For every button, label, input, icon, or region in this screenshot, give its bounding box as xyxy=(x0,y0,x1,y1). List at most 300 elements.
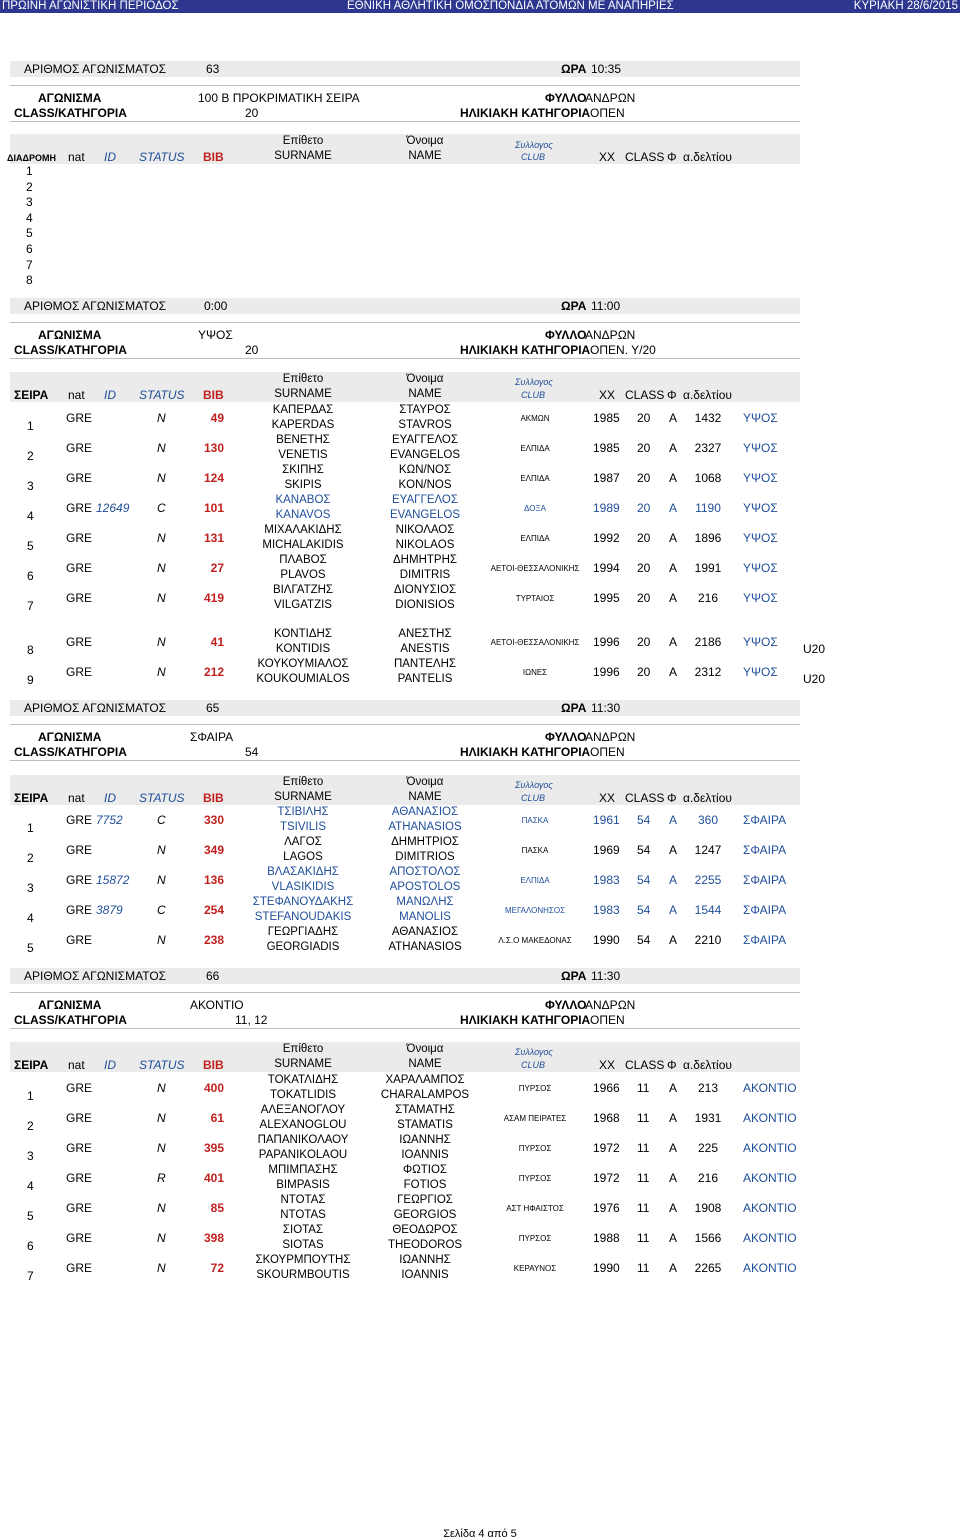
phi-value: A xyxy=(669,591,678,605)
time-value: 10:35 xyxy=(591,62,622,76)
status-code: N xyxy=(157,561,166,575)
id-card-number: 2312 xyxy=(694,665,722,679)
bib-number: 41 xyxy=(210,635,224,649)
col-class: CLASS xyxy=(625,791,665,805)
col-order: ΣΕΙΡΑ xyxy=(14,791,49,805)
surname-latin: VLASIKIDIS xyxy=(271,881,335,893)
col-surname-gr: Επίθετο xyxy=(282,373,324,385)
surname-latin: KONTIDIS xyxy=(275,643,331,655)
surname-greek: ΑΛΕΞΑΝΟΓΛΟΥ xyxy=(260,1104,346,1116)
name-greek: ΑΘΑΝΑΣΙΟΣ xyxy=(391,806,459,818)
name-latin: PANTELIS xyxy=(397,673,453,685)
col-surname: SURNAME xyxy=(274,1058,332,1070)
phi-value: A xyxy=(669,665,678,679)
event-label: ΑΓΩΝΙΣΜΑ xyxy=(38,730,102,744)
club-name: ΤΥΡΤΑΙΟΣ xyxy=(515,594,555,603)
event-name: ΑΚΟΝΤΙΟ xyxy=(743,1231,797,1245)
club-name: ΕΛΠΙΔΑ xyxy=(520,474,550,483)
surname-greek: ΣΚΟΥΡΜΠΟΥΤΗΣ xyxy=(255,1254,351,1266)
lane-number: 4 xyxy=(26,210,33,225)
status-code: N xyxy=(157,1231,166,1245)
event-name: ΣΦΑΙΡΑ xyxy=(743,903,787,917)
id-card-number: 216 xyxy=(697,1171,719,1185)
birth-year: 1976 xyxy=(593,1201,620,1215)
event-name: ΣΦΑΙΡΑ xyxy=(743,843,787,857)
athlete-id: 12649 xyxy=(96,501,130,515)
surname-greek: ΠΛΑΒΟΣ xyxy=(279,554,327,566)
id-card-number: 2186 xyxy=(694,635,722,649)
nat-code: GRE xyxy=(66,1201,93,1215)
order-number: 1 xyxy=(27,821,34,835)
nat-code: GRE xyxy=(66,843,93,857)
name-greek: ΕΥΑΓΓΕΛΟΣ xyxy=(392,494,458,506)
surname-greek: ΜΠΙΜΠΑΣΗΣ xyxy=(268,1164,338,1176)
col-class: CLASS xyxy=(625,388,665,402)
surname-latin: KAPERDAS xyxy=(271,419,335,431)
order-number: 3 xyxy=(27,479,34,493)
club-name: ΜΕΓΑΛΟΝΗΣΟΣ xyxy=(504,906,566,915)
status-code: N xyxy=(157,635,166,649)
col-nat: nat xyxy=(68,791,85,805)
time-label: ΩΡΑ xyxy=(561,969,587,983)
birth-year: 1983 xyxy=(593,903,620,917)
class-value: 11 xyxy=(637,1261,650,1275)
status-code: N xyxy=(157,1111,166,1125)
age-category-label: ΗΛΙΚΙΑΚΗ ΚΑΤΗΓΟΡΙΑ xyxy=(460,106,591,120)
surname-latin: GEORGIADIS xyxy=(266,941,340,953)
phi-value: A xyxy=(669,441,678,455)
order-number: 2 xyxy=(27,851,34,865)
lane-number: 7 xyxy=(26,257,33,272)
divider xyxy=(10,358,800,359)
status-code: N xyxy=(157,531,166,545)
surname-greek: ΚΟΝΤΙΔΗΣ xyxy=(274,628,332,640)
surname-latin: KANAVOS xyxy=(275,509,331,521)
club-name: ΠΥΡΣΟΣ xyxy=(518,1084,552,1093)
col-nat: nat xyxy=(68,388,85,402)
nat-code: GRE xyxy=(66,531,93,545)
nat-code: GRE xyxy=(66,1081,93,1095)
col-surname-gr: Επίθετο xyxy=(282,776,324,788)
class-value: 20 xyxy=(637,501,651,515)
surname-greek: ΝΤΟΤΑΣ xyxy=(280,1194,326,1206)
surname-greek: ΠΑΠΑΝΙΚΟΛΑΟΥ xyxy=(257,1134,349,1146)
gender-label: ΦΥΛΛΟ xyxy=(545,998,587,1012)
bib-number: 401 xyxy=(203,1171,224,1185)
gender-label: ΦΥΛΛΟ xyxy=(545,730,587,744)
order-number: 4 xyxy=(27,1179,34,1193)
col-class: CLASS xyxy=(625,150,665,164)
name-latin: DIMITRIS xyxy=(399,569,451,581)
lane-number: 6 xyxy=(26,242,33,256)
birth-year: 1996 xyxy=(593,635,620,649)
age-category-value: ΟΠΕΝ xyxy=(590,745,625,759)
bib-number: 136 xyxy=(203,873,224,887)
col-surname: SURNAME xyxy=(274,150,332,162)
club-name: ΠΥΡΣΟΣ xyxy=(518,1174,552,1183)
name-greek: ΔΙΟΝΥΣΙΟΣ xyxy=(393,584,457,596)
class-value: 20 xyxy=(637,665,651,679)
bib-number: 419 xyxy=(203,591,224,605)
name-latin: IOANNIS xyxy=(401,1149,449,1161)
bib-number: 400 xyxy=(203,1081,224,1095)
event-name: ΣΦΑΙΡΑ xyxy=(743,933,787,947)
phi-value: A xyxy=(669,471,678,485)
status-code: N xyxy=(157,1141,166,1155)
class-label: CLASS/ΚΑΤΗΓΟΡΙΑ xyxy=(14,745,127,759)
status-code: N xyxy=(157,843,166,857)
status-code: N xyxy=(157,591,166,605)
class-label: CLASS/ΚΑΤΗΓΟΡΙΑ xyxy=(14,343,127,357)
col-order: ΣΕΙΡΑ xyxy=(14,1058,49,1072)
athlete-id: 3879 xyxy=(96,903,123,917)
name-greek: ΑΠΟΣΤΟΛΟΣ xyxy=(389,866,461,878)
id-card-number: 2210 xyxy=(694,933,722,947)
name-latin: THEODOROS xyxy=(387,1239,463,1251)
id-card-number: 213 xyxy=(697,1081,719,1095)
id-card-number: 1908 xyxy=(694,1201,722,1215)
name-latin: IOANNIS xyxy=(401,1269,449,1281)
divider xyxy=(10,85,800,86)
status-code: N xyxy=(157,1201,166,1215)
birth-year: 1985 xyxy=(593,441,620,455)
col-id: ID xyxy=(104,791,116,805)
event-name: ΑΚΟΝΤΙΟ xyxy=(743,1081,797,1095)
gender-value: ΑΝΔΡΩΝ xyxy=(585,730,636,744)
phi-value: A xyxy=(669,873,678,887)
nat-code: GRE xyxy=(66,561,93,575)
event-number-value: 66 xyxy=(206,969,220,983)
surname-latin: TSIVILIS xyxy=(279,821,327,833)
nat-code: GRE xyxy=(66,873,93,887)
name-greek: ΦΩΤΙΟΣ xyxy=(402,1164,448,1176)
surname-latin: SIOTAS xyxy=(282,1239,324,1251)
name-latin: GEORGIOS xyxy=(393,1209,457,1221)
event-name: ΑΚΟΝΤΙΟ xyxy=(743,1111,797,1125)
birth-year: 1968 xyxy=(593,1111,620,1125)
birth-year: 1989 xyxy=(593,501,620,515)
age-category-label: ΗΛΙΚΙΑΚΗ ΚΑΤΗΓΟΡΙΑ xyxy=(460,745,591,759)
age-category-value: ΟΠΕΝ. Υ/20 xyxy=(590,343,656,357)
event-name: ΥΨΟΣ xyxy=(743,531,778,545)
surname-latin: LAGOS xyxy=(283,851,323,863)
col-phi: Φ xyxy=(667,150,677,164)
phi-value: A xyxy=(669,1261,678,1275)
name-greek: ΣΤΑΥΡΟΣ xyxy=(399,404,451,416)
id-card-number: 1544 xyxy=(694,903,722,917)
club-name: ΕΛΠΙΔΑ xyxy=(520,444,550,453)
club-name: ΔΟΞΑ xyxy=(524,504,546,513)
age-category-value: ΟΠΕΝ xyxy=(590,106,625,120)
club-name: ΙΩΝΕΣ xyxy=(522,668,548,677)
phi-value: A xyxy=(669,1081,678,1095)
surname-latin: BIMPASIS xyxy=(276,1179,330,1191)
athlete-row xyxy=(0,658,960,695)
event-name: ΥΨΟΣ xyxy=(743,635,778,649)
phi-value: A xyxy=(669,1171,678,1185)
name-latin: APOSTOLOS xyxy=(389,881,461,893)
nat-code: GRE xyxy=(66,1261,93,1275)
order-number: 5 xyxy=(27,1209,34,1223)
order-number: 5 xyxy=(27,539,34,553)
nat-code: GRE xyxy=(66,665,93,679)
col-status: STATUS xyxy=(139,791,185,805)
col-name-gr: Όνοιμα xyxy=(406,1043,444,1055)
surname-greek: ΒΕΝΕΤΗΣ xyxy=(276,434,330,446)
gender-value: ΑΝΔΡΩΝ xyxy=(585,998,636,1012)
event-label: ΑΓΩΝΙΣΜΑ xyxy=(38,998,102,1012)
birth-year: 1992 xyxy=(593,531,620,545)
name-latin: MANOLIS xyxy=(399,911,451,923)
athlete-id: 7752 xyxy=(96,813,123,827)
club-name: ΑΣΤ ΗΦΑΙΣΤΟΣ xyxy=(506,1204,564,1213)
birth-year: 1996 xyxy=(593,665,620,679)
col-xx: XX xyxy=(599,1058,616,1072)
divider xyxy=(10,992,800,993)
name-latin: STAVROS xyxy=(398,419,452,431)
col-phi: Φ xyxy=(667,791,677,805)
birth-year: 1983 xyxy=(593,873,620,887)
col-name-gr: Όνοιμα xyxy=(406,776,444,788)
surname-latin: NTOTAS xyxy=(280,1209,326,1221)
nat-code: GRE xyxy=(66,471,93,485)
class-value: 20 xyxy=(637,471,651,485)
name-latin: ATHANASIOS xyxy=(388,941,462,953)
name-greek: ΓΕΩΡΓΙΟΣ xyxy=(397,1194,453,1206)
surname-latin: PLAVOS xyxy=(280,569,326,581)
event-name: ΥΨΟΣ xyxy=(743,441,778,455)
gender-value: ΑΝΔΡΩΝ xyxy=(585,328,636,342)
bib-number: 212 xyxy=(203,665,224,679)
event-value: 100 Β ΠΡΟΚΡΙΜΑΤΙΚΗ ΣΕΙΡΑ xyxy=(198,91,360,105)
col-id: ID xyxy=(104,1058,116,1072)
surname-greek: ΚΑΠΕΡΔΑΣ xyxy=(272,404,334,416)
bib-number: 101 xyxy=(203,501,224,515)
name-latin: CHARALAMPOS xyxy=(380,1089,470,1101)
time-label: ΩΡΑ xyxy=(561,299,587,313)
nat-code: GRE xyxy=(66,1171,93,1185)
class-value: 11, 12 xyxy=(235,1013,268,1027)
surname-latin: TOKATLIDIS xyxy=(269,1089,337,1101)
bib-number: 124 xyxy=(203,471,224,485)
id-card-number: 1991 xyxy=(694,561,722,575)
nat-code: GRE xyxy=(66,933,93,947)
event-value: ΥΨΟΣ xyxy=(198,328,233,342)
order-number: 2 xyxy=(27,1119,34,1133)
club-name: ΑΕΤΟΙ-ΘΕΣΣΑΛΟΝΙΚΗΣ xyxy=(490,638,580,647)
status-code: N xyxy=(157,1261,166,1275)
event-name: ΥΨΟΣ xyxy=(743,561,778,575)
col-club-gr: Συλλογος xyxy=(515,140,553,150)
status-code: R xyxy=(157,1171,166,1185)
col-club: CLUB xyxy=(521,1060,546,1070)
athlete-row xyxy=(0,1254,960,1291)
birth-year: 1988 xyxy=(593,1231,620,1245)
status-code: N xyxy=(157,471,166,485)
class-value: 54 xyxy=(637,813,651,827)
class-value: 20 xyxy=(637,531,651,545)
id-card-number: 216 xyxy=(697,591,719,605)
phi-value: A xyxy=(669,501,678,515)
event-number-value: 63 xyxy=(206,62,220,76)
status-code: N xyxy=(157,441,166,455)
athlete-row xyxy=(0,926,960,963)
time-label: ΩΡΑ xyxy=(561,62,587,76)
name-latin: KON/NOS xyxy=(398,479,452,491)
event-name: ΥΨΟΣ xyxy=(743,501,778,515)
col-name: NAME xyxy=(408,150,442,162)
event-number-value: 0:00 xyxy=(204,299,228,313)
col-class: CLASS xyxy=(625,1058,665,1072)
order-number: 1 xyxy=(27,1089,34,1103)
phi-value: A xyxy=(669,1231,678,1245)
name-latin: NIKOLAOS xyxy=(395,539,455,551)
surname-greek: ΣΙΟΤΑΣ xyxy=(282,1224,324,1236)
name-greek: ΑΝΕΣΤΗΣ xyxy=(398,628,452,640)
bib-number: 254 xyxy=(203,903,224,917)
club-name: ΠΑΣΚΑ xyxy=(521,816,549,825)
class-value: 20 xyxy=(245,343,259,357)
name-greek: ΔΗΜΗΤΡΙΟΣ xyxy=(391,836,459,848)
col-surname: SURNAME xyxy=(274,388,332,400)
col-lane: ΔΙΑΔΡΟΜΗ xyxy=(7,153,56,163)
col-name: NAME xyxy=(408,791,442,803)
event-name: ΑΚΟΝΤΙΟ xyxy=(743,1201,797,1215)
col-club-gr: Συλλογος xyxy=(515,377,553,387)
name-latin: STAMATIS xyxy=(397,1119,453,1131)
event-name: ΥΨΟΣ xyxy=(743,591,778,605)
phi-value: A xyxy=(669,933,678,947)
nat-code: GRE xyxy=(66,1111,93,1125)
col-id-card: α.δελτίου xyxy=(683,388,732,402)
bib-number: 27 xyxy=(210,561,224,575)
class-label: CLASS/ΚΑΤΗΓΟΡΙΑ xyxy=(14,1013,127,1027)
class-value: 20 xyxy=(637,635,651,649)
lane-number: 2 xyxy=(26,179,33,194)
phi-value: A xyxy=(669,411,678,425)
lane-number: 1 xyxy=(26,164,33,178)
col-id-card: α.δελτίου xyxy=(683,1058,732,1072)
birth-year: 1972 xyxy=(593,1141,620,1155)
event-name: ΑΚΟΝΤΙΟ xyxy=(743,1141,797,1155)
name-greek: ΠΑΝΤΕΛΗΣ xyxy=(393,658,457,670)
athlete-id: 15872 xyxy=(96,873,130,887)
col-club: CLUB xyxy=(521,793,546,803)
bib-number: 238 xyxy=(203,933,224,947)
order-number: 3 xyxy=(27,881,34,895)
phi-value: A xyxy=(669,561,678,575)
surname-greek: ΤΟΚΑΤΛΙΔΗΣ xyxy=(267,1074,339,1086)
class-value: 54 xyxy=(637,933,651,947)
nat-code: GRE xyxy=(66,441,93,455)
col-name: NAME xyxy=(408,388,442,400)
divider xyxy=(10,322,800,323)
col-phi: Φ xyxy=(667,1058,677,1072)
nat-code: GRE xyxy=(66,903,93,917)
event-number-label: ΑΡΙΘΜΟΣ ΑΓΩΝΙΣΜΑΤΟΣ xyxy=(24,299,167,313)
id-card-number: 2327 xyxy=(694,441,722,455)
bib-number: 349 xyxy=(203,843,224,857)
status-code: N xyxy=(157,1081,166,1095)
col-id: ID xyxy=(104,150,116,164)
season-title: ΠΡΩΙΝΗ ΑΓΩΝΙΣΤΙΚΗ ΠΕΡΙΟΔΟΣ xyxy=(2,0,179,12)
id-card-number: 1190 xyxy=(695,501,721,515)
name-latin: DIONISIOS xyxy=(395,599,455,611)
divider xyxy=(10,724,800,725)
status-code: N xyxy=(157,665,166,679)
lane-number: 5 xyxy=(26,226,33,241)
status-code: C xyxy=(157,903,166,917)
name-greek: ΣΤΑΜΑΤΗΣ xyxy=(395,1104,455,1116)
status-code: N xyxy=(157,873,166,887)
page-footer: Σελίδα 4 από 5 xyxy=(443,1528,517,1540)
event-number-label: ΑΡΙΘΜΟΣ ΑΓΩΝΙΣΜΑΤΟΣ xyxy=(24,969,167,983)
phi-value: A xyxy=(669,843,678,857)
birth-year: 1990 xyxy=(593,1261,620,1275)
class-value: 11 xyxy=(637,1171,650,1185)
bib-number: 49 xyxy=(210,411,224,425)
name-latin: ANESTIS xyxy=(400,643,450,655)
surname-latin: STEFANOUDAKIS xyxy=(254,911,352,923)
status-code: N xyxy=(157,933,166,947)
event-name: ΣΦΑΙΡΑ xyxy=(743,873,787,887)
name-latin: EVANGELOS xyxy=(389,449,461,461)
age-group-tag: U20 xyxy=(803,642,826,656)
birth-year: 1972 xyxy=(593,1171,620,1185)
event-value: ΑΚΟΝΤΙΟ xyxy=(190,998,244,1012)
event-name: ΥΨΟΣ xyxy=(743,471,778,485)
time-label: ΩΡΑ xyxy=(561,701,587,715)
bib-number: 72 xyxy=(210,1261,224,1275)
gender-value: ΑΝΔΡΩΝ xyxy=(585,91,636,105)
divider xyxy=(10,1028,800,1029)
phi-value: A xyxy=(669,531,678,545)
name-greek: ΧΑΡΑΛΑΜΠΟΣ xyxy=(385,1074,465,1086)
event-name: ΥΨΟΣ xyxy=(743,411,778,425)
club-name: ΕΛΠΙΔΑ xyxy=(520,534,550,543)
class-label: CLASS/ΚΑΤΗΓΟΡΙΑ xyxy=(14,106,127,120)
surname-latin: PAPANIKOLAOU xyxy=(258,1149,348,1161)
phi-value: A xyxy=(669,1201,678,1215)
status-code: C xyxy=(157,813,166,827)
gender-label: ΦΥΛΛΟ xyxy=(545,328,587,342)
class-value: 11 xyxy=(637,1141,650,1155)
bib-number: 398 xyxy=(203,1231,224,1245)
lane-number: 8 xyxy=(26,273,33,288)
col-id-card: α.δελτίου xyxy=(683,791,732,805)
col-club: CLUB xyxy=(521,390,546,400)
event-number-label: ΑΡΙΘΜΟΣ ΑΓΩΝΙΣΜΑΤΟΣ xyxy=(24,62,167,76)
col-bib: BIB xyxy=(203,388,224,402)
bib-number: 395 xyxy=(203,1141,224,1155)
club-name: ΕΛΠΙΔΑ xyxy=(520,876,550,885)
class-value: 54 xyxy=(245,745,259,759)
name-greek: ΙΩΑΝΝΗΣ xyxy=(399,1134,451,1146)
surname-greek: ΓΕΩΡΓΙΑΔΗΣ xyxy=(267,926,339,938)
surname-latin: MICHALAKIDIS xyxy=(262,539,344,551)
col-xx: XX xyxy=(599,150,616,164)
class-value: 11 xyxy=(637,1231,650,1245)
surname-greek: ΚΟΥΚΟΥΜΙΑΛΟΣ xyxy=(257,658,349,670)
col-surname-gr: Επίθετο xyxy=(282,135,324,147)
col-status: STATUS xyxy=(139,150,185,164)
event-label: ΑΓΩΝΙΣΜΑ xyxy=(38,328,102,342)
col-name: NAME xyxy=(408,1058,442,1070)
nat-code: GRE xyxy=(66,635,93,649)
col-club-gr: Συλλογος xyxy=(515,780,553,790)
nat-code: GRE xyxy=(66,1231,93,1245)
order-number: 4 xyxy=(27,509,34,523)
